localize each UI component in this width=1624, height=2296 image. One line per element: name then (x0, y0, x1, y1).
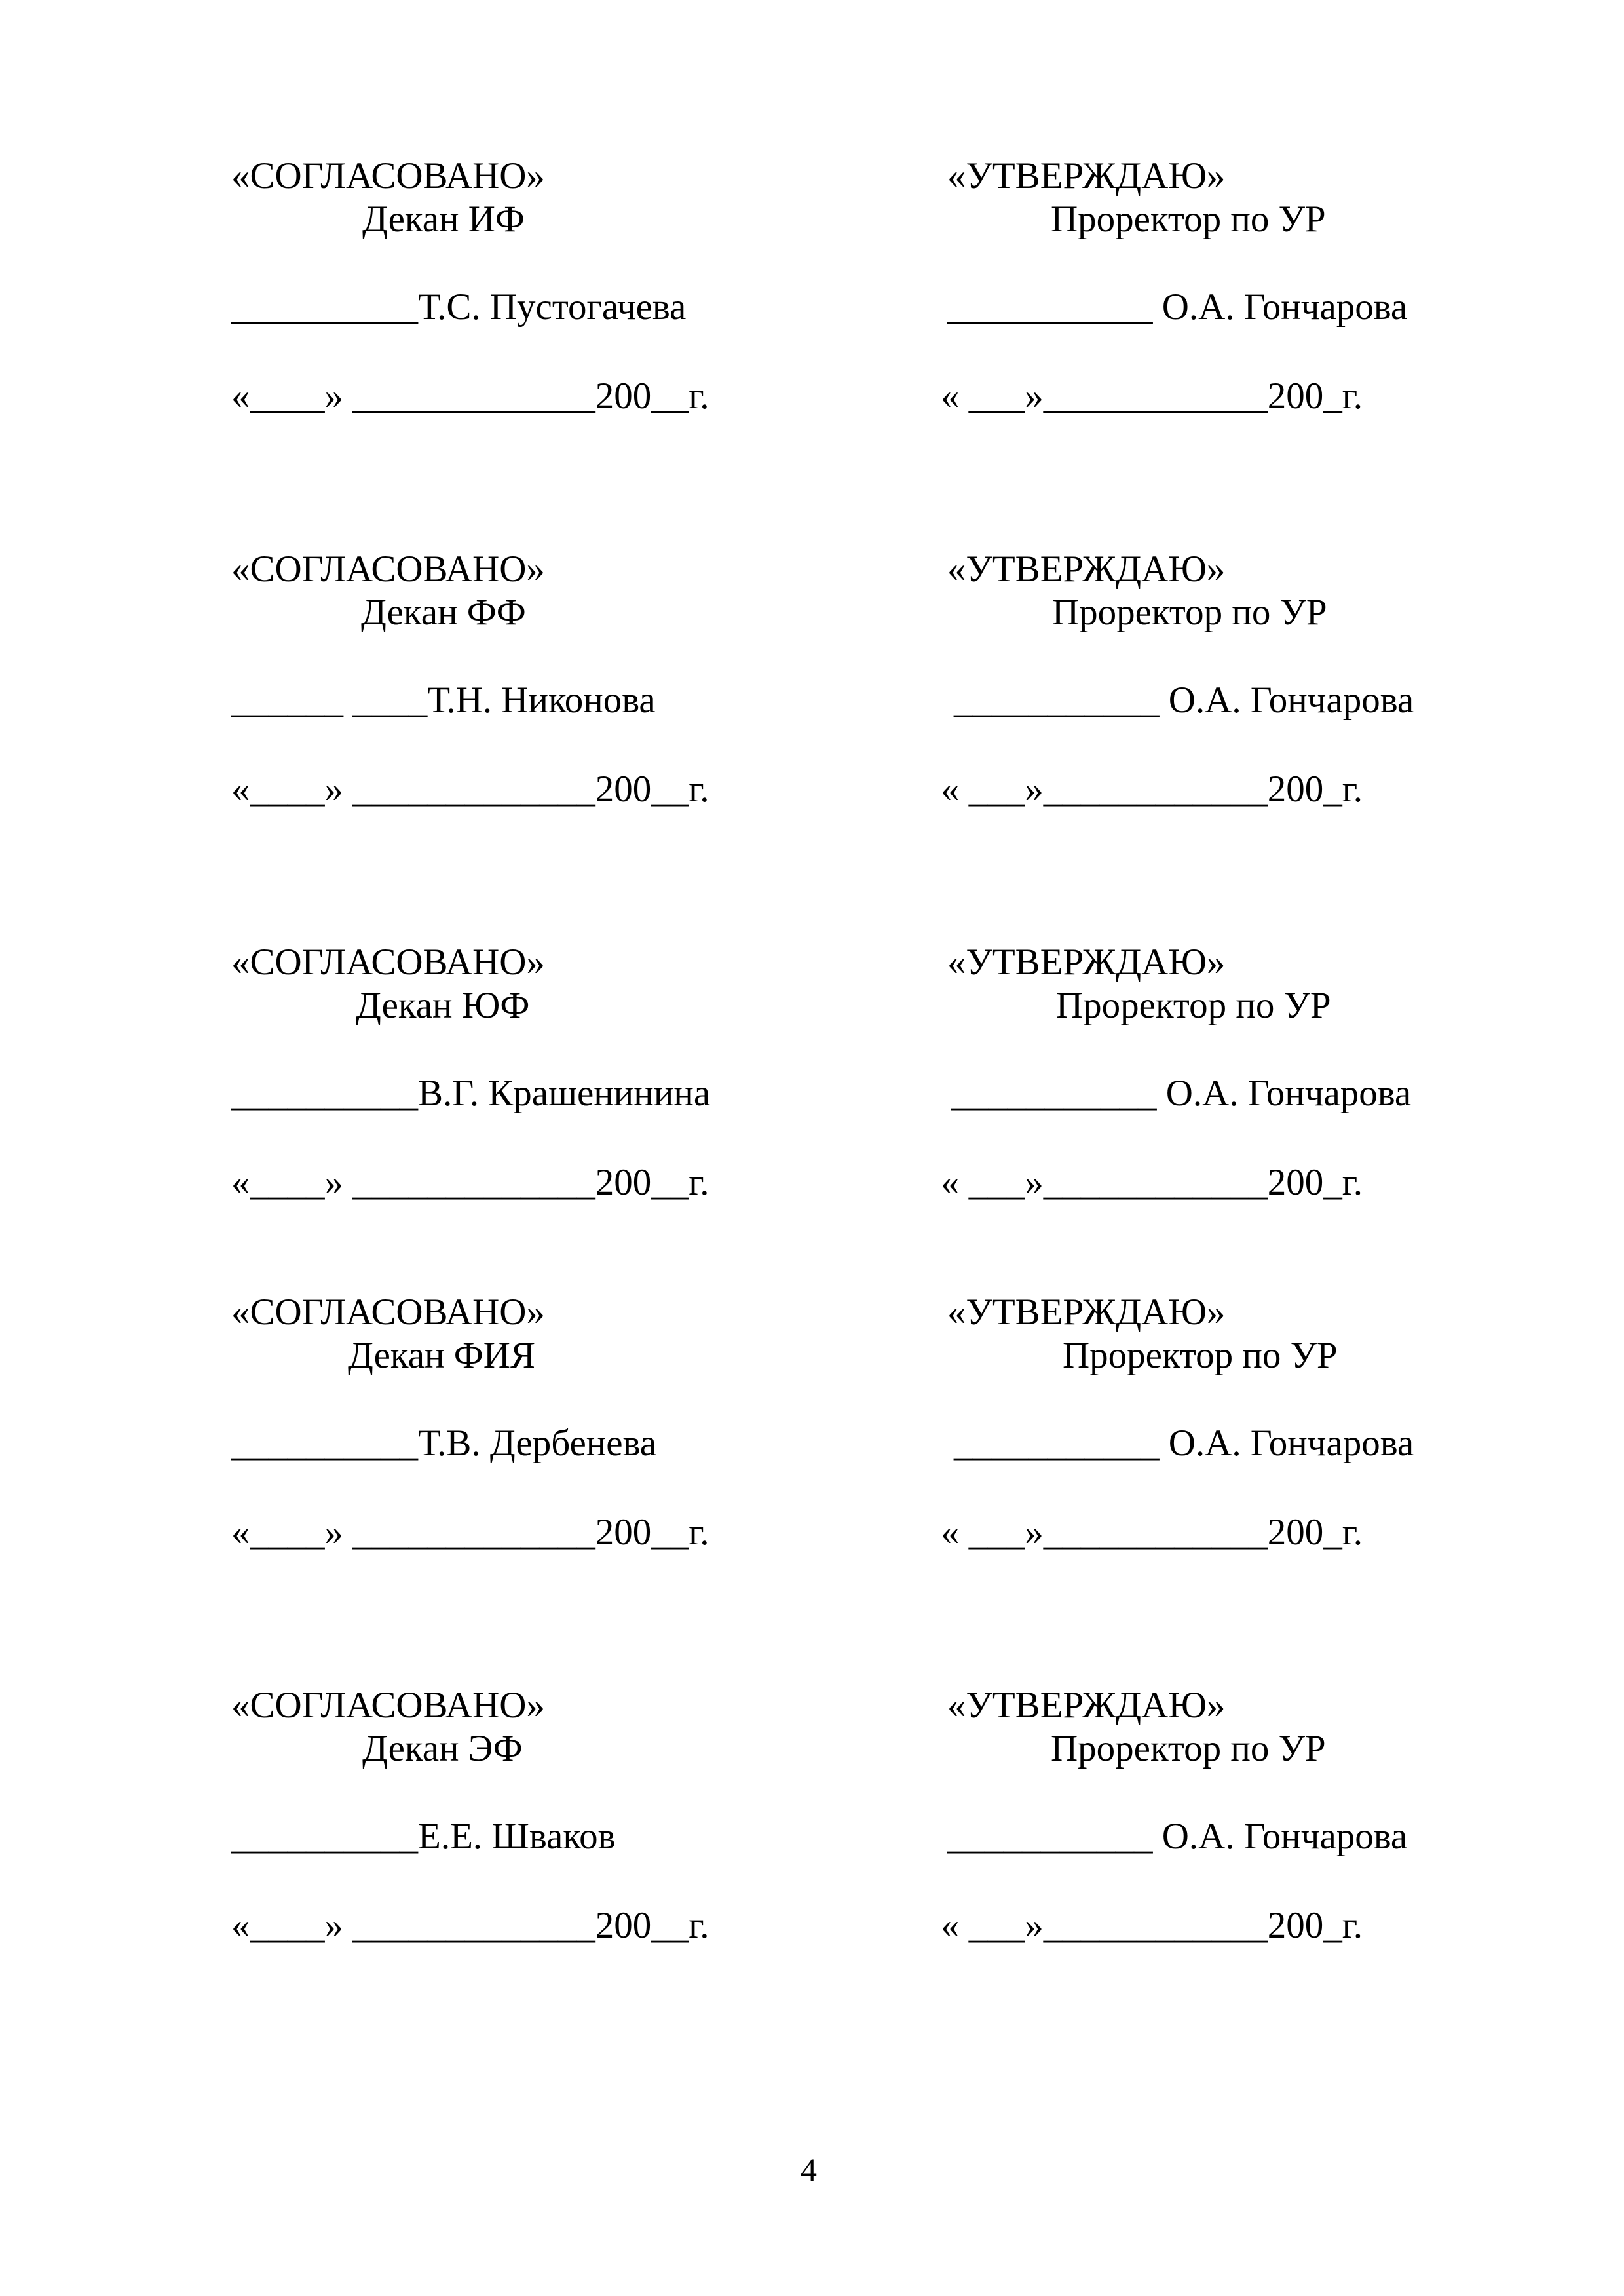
block-5-right-date: « ___»____________200_г. (941, 1905, 1363, 1946)
block-5-right-status: «УТВЕРЖДАЮ» (947, 1685, 1226, 1726)
block-1-right-position: Проректор по УР (1051, 199, 1326, 240)
block-5-left-position: Декан ЭФ (362, 1728, 523, 1769)
block-3-left-date: «____» _____________200__г. (231, 1162, 709, 1203)
block-2-left-position: Декан ФФ (361, 592, 526, 633)
block-3-right-signature: ___________ О.А. Гончарова (951, 1073, 1412, 1114)
block-1-left-position: Декан ИФ (362, 199, 525, 240)
block-5-right-position: Проректор по УР (1051, 1728, 1326, 1769)
block-1-right-date: « ___»____________200_г. (941, 375, 1363, 417)
block-5-left-status: «СОГЛАСОВАНО» (231, 1685, 545, 1726)
page-number: 4 (801, 2151, 817, 2188)
block-1-left-status: «СОГЛАСОВАНО» (231, 155, 545, 197)
block-1-right-signature: ___________ О.А. Гончарова (947, 286, 1408, 328)
block-3-left-position: Декан ЮФ (356, 985, 530, 1026)
block-3-right-date: « ___»____________200_г. (941, 1162, 1363, 1203)
block-2-right-status: «УТВЕРЖДАЮ» (947, 548, 1226, 590)
block-2-left-status: «СОГЛАСОВАНО» (231, 548, 545, 590)
block-4-left-date: «____» _____________200__г. (231, 1512, 709, 1553)
block-3-left-status: «СОГЛАСОВАНО» (231, 942, 545, 983)
block-3-left-signature: __________В.Г. Крашенинина (231, 1073, 711, 1114)
block-4-left-signature: __________Т.В. Дербенева (231, 1423, 657, 1464)
block-2-right-position: Проректор по УР (1052, 592, 1327, 633)
block-3-right-position: Проректор по УР (1056, 985, 1331, 1026)
block-1-left-signature: __________Т.С. Пустогачева (231, 286, 687, 328)
block-2-right-signature: ___________ О.А. Гончарова (954, 679, 1414, 721)
block-4-left-status: «СОГЛАСОВАНО» (231, 1292, 545, 1333)
block-4-right-position: Проректор по УР (1063, 1335, 1338, 1376)
block-4-right-signature: ___________ О.А. Гончарова (954, 1423, 1414, 1464)
block-2-left-date: «____» _____________200__г. (231, 769, 709, 810)
block-1-left-date: «____» _____________200__г. (231, 375, 709, 417)
block-4-right-status: «УТВЕРЖДАЮ» (947, 1292, 1226, 1333)
block-1-right-status: «УТВЕРЖДАЮ» (947, 155, 1226, 197)
block-5-left-signature: __________Е.Е. Шваков (231, 1816, 616, 1857)
block-5-right-signature: ___________ О.А. Гончарова (947, 1816, 1408, 1857)
block-2-left-signature: ______ ____Т.Н. Никонова (231, 679, 656, 721)
block-3-right-status: «УТВЕРЖДАЮ» (947, 942, 1226, 983)
block-5-left-date: «____» _____________200__г. (231, 1905, 709, 1946)
block-4-left-position: Декан ФИЯ (348, 1335, 535, 1376)
block-2-right-date: « ___»____________200_г. (941, 769, 1363, 810)
block-4-right-date: « ___»____________200_г. (941, 1512, 1363, 1553)
